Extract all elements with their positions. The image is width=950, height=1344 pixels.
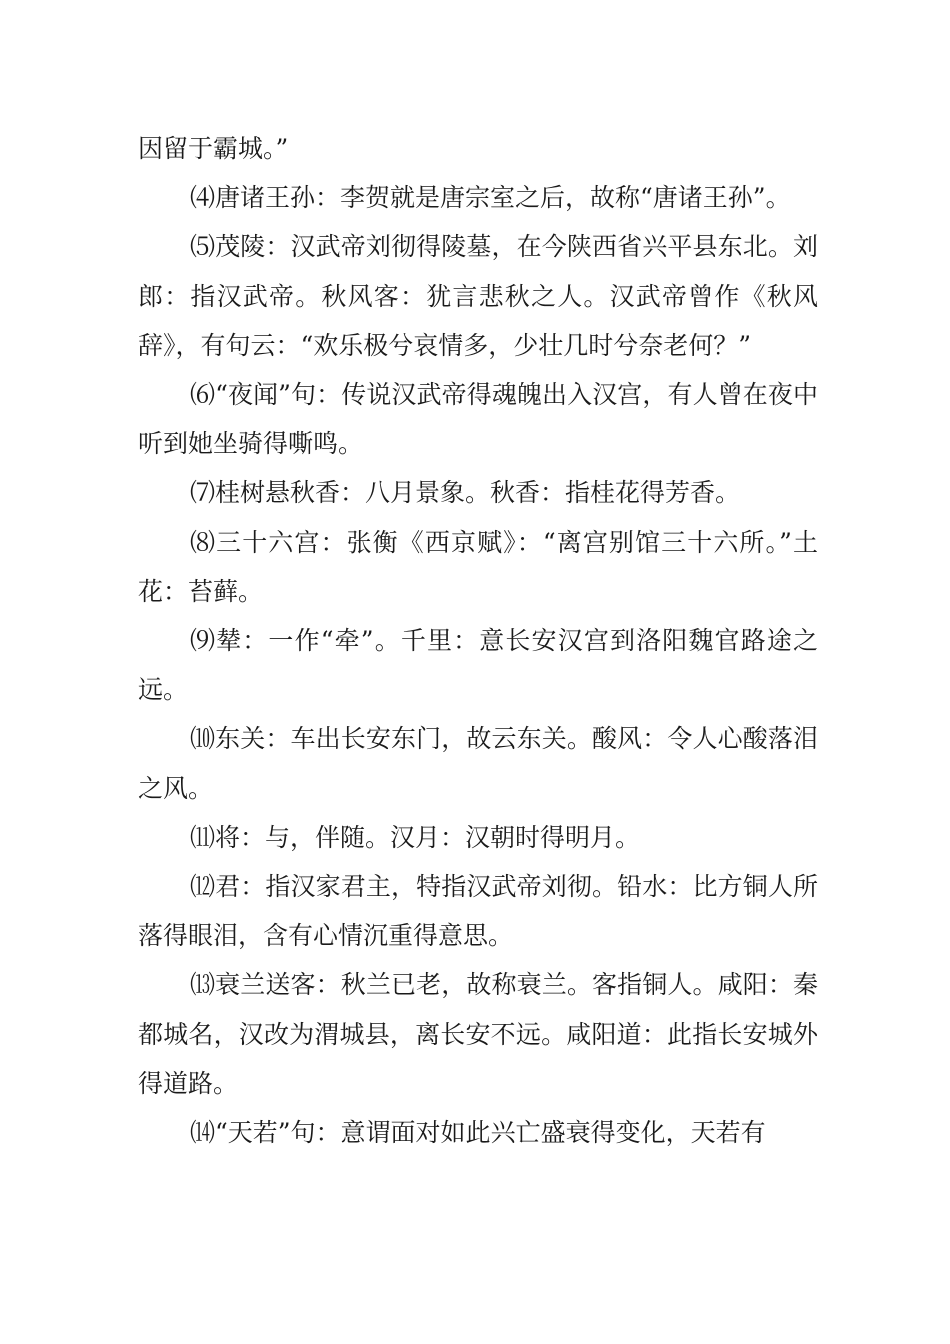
- note-14: ⒁“天若”句：意谓面对如此兴亡盛衰得变化，天若有: [190, 1118, 766, 1148]
- note-13: ⒀衰兰送客：秋兰已老，故称衰兰。客指铜人。咸阳：秦都城名，汉改为渭城县，离长安不远。咸阳道：此指长安城外得道路。: [138, 970, 818, 1098]
- note-11: ⑾将：与，伴随。汉月：汉朝时得明月。: [190, 822, 641, 852]
- note-5: ⑸茂陵：汉武帝刘彻得陵墓，在今陕西省兴平县东北。刘郎：指汉武帝。秋风客：犹言悲秋之人。汉武帝曾作《秋风辞》，有句云：“欢乐极兮哀情多，少壮几时兮奈老何？”: [138, 232, 818, 360]
- note-4: ⑷唐诸王孙：李贺就是唐宗室之后，故称“唐诸王孙”。: [190, 183, 791, 213]
- paragraph-1: 因留于霸城。”: [138, 134, 289, 163]
- note-9: ⑼辇：一作“牵”。千里：意长安汉宫到洛阳魏官路途之远。: [138, 626, 818, 705]
- note-10: ⑽东关：车出长安东门，故云东关。酸风：令人心酸落泪之风。: [138, 724, 818, 803]
- note-7: ⑺桂树悬秋香：八月景象。秋香：指桂花得芳香。: [190, 478, 741, 508]
- document-page: [138, 124, 818, 1157]
- note-6: ⑹“夜闻”句：传说汉武帝得魂魄出入汉宫，有人曾在夜中听到她坐骑得嘶鸣。: [138, 380, 818, 459]
- note-12: ⑿君：指汉家君主，特指汉武帝刘彻。铅水：比方铜人所落得眼泪，含有心情沉重得意思。: [138, 872, 818, 951]
- note-8: ⑻三十六宫：张衡《西京赋》：“离宫别馆三十六所。”土花：苔藓。: [138, 527, 818, 606]
